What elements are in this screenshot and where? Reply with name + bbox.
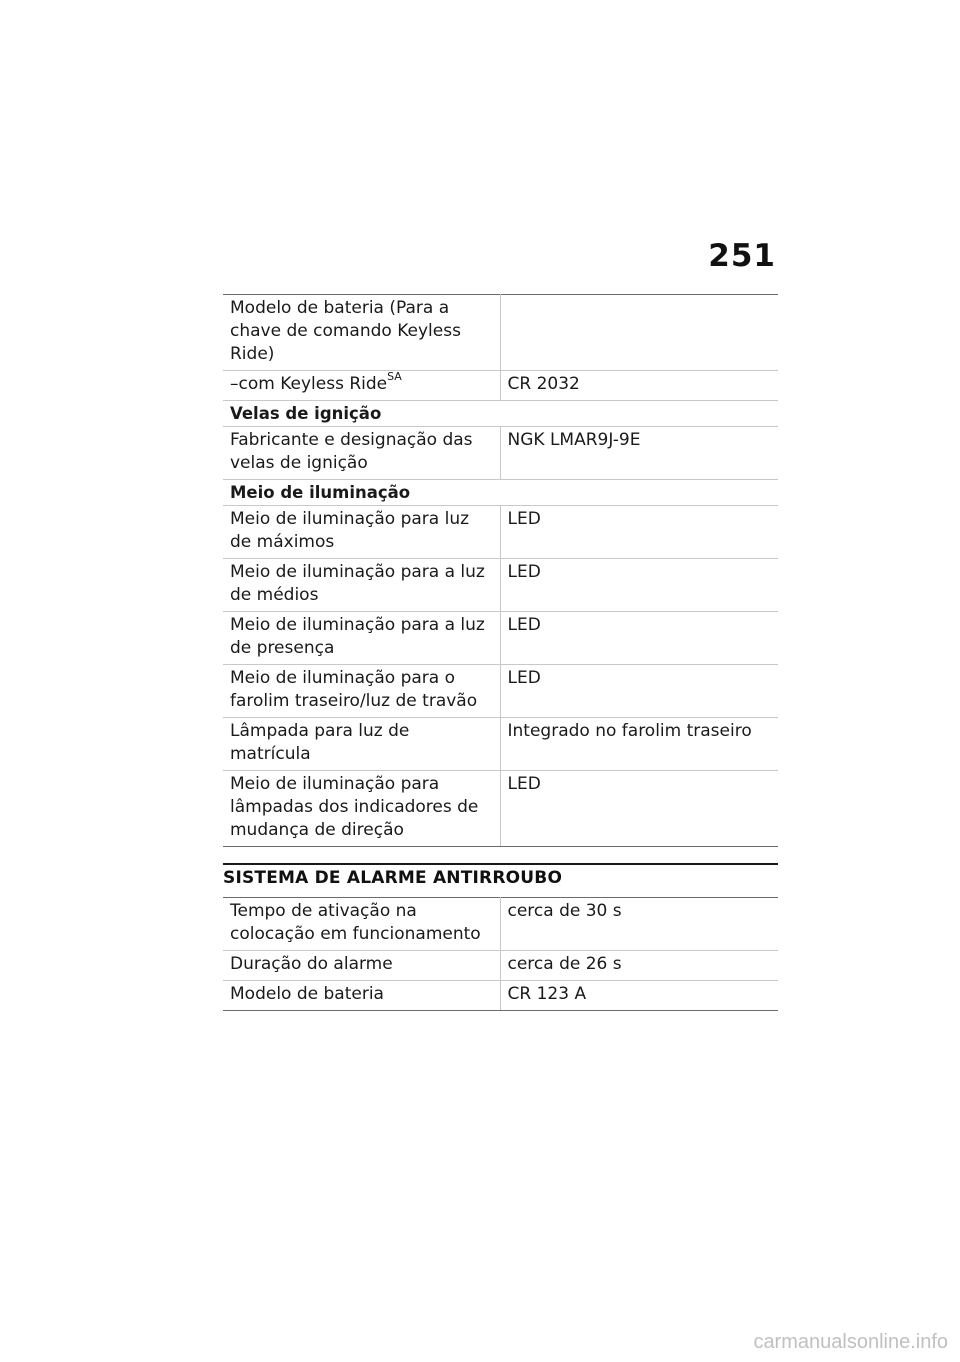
spec-label-cell [223, 771, 500, 847]
special-accessory-marker: SA [387, 370, 402, 384]
table-row [223, 427, 778, 480]
section-heading-alarm: SISTEMA DE ALARME ANTIRROUBO [223, 863, 778, 897]
spec-table-body [223, 295, 778, 847]
spec-value: LED [500, 771, 778, 847]
table-row [223, 295, 778, 371]
spec-label: Meio de iluminação para a luz de médios [230, 562, 485, 605]
table-section-row [223, 480, 778, 506]
spec-value: cerca de 30 s [500, 898, 778, 951]
spec-label-cell [223, 559, 500, 612]
section-label: Velas de ignição [223, 401, 778, 427]
spec-label: Duração do alarme [230, 954, 393, 974]
spec-label-cell [223, 506, 500, 559]
spec-label: Meio de iluminação para luz de máximos [230, 509, 470, 552]
spec-label: Fabricante e designação das velas de ignição [230, 430, 473, 473]
table-row [223, 559, 778, 612]
spec-value: CR 2032 [500, 371, 778, 401]
table-row [223, 506, 778, 559]
spec-label-cell [223, 951, 500, 981]
spec-label: Meio de iluminação para a luz de presença [230, 615, 485, 658]
spec-label: Modelo de bateria [230, 984, 384, 1004]
spec-label-cell [223, 371, 500, 401]
table-row [223, 665, 778, 718]
content [223, 294, 778, 1011]
page-number: 251 [708, 238, 776, 274]
spec-label-cell [223, 665, 500, 718]
table-row [223, 771, 778, 847]
spec-label: Lâmpada para luz de matrícula [230, 721, 410, 764]
spec-table-body [223, 898, 778, 1011]
spec-label-cell [223, 898, 500, 951]
spec-value: LED [500, 665, 778, 718]
spec-label: Tempo de ativação na colocação em funcionamento [230, 901, 481, 944]
spec-value [500, 295, 778, 371]
section-label: Meio de iluminação [223, 480, 778, 506]
spec-value: LED [500, 559, 778, 612]
spec-label: Modelo de bateria (Para a chave de comando Keyless Ride) [230, 298, 461, 364]
spec-value: Integrado no farolim traseiro [500, 718, 778, 771]
table-section-row [223, 401, 778, 427]
spec-value: cerca de 26 s [500, 951, 778, 981]
spec-table-vehicle [223, 294, 778, 847]
spec-label-cell [223, 981, 500, 1011]
table-row [223, 718, 778, 771]
spec-label: –com Keyless Ride [230, 374, 388, 394]
spec-label-cell [223, 295, 500, 371]
spec-value: NGK LMAR9J-9E [500, 427, 778, 480]
spec-table-alarm [223, 897, 778, 1011]
table-row [223, 951, 778, 981]
spec-label: Meio de iluminação para lâmpadas dos indicadores de mudança de direção [230, 774, 479, 840]
table-row [223, 898, 778, 951]
spec-label-cell [223, 427, 500, 480]
spec-label-cell [223, 612, 500, 665]
table-row [223, 612, 778, 665]
spec-label-cell [223, 718, 500, 771]
spec-value: LED [500, 506, 778, 559]
table-row [223, 371, 778, 401]
spec-value: LED [500, 612, 778, 665]
spec-label: Meio de iluminação para o farolim traseiro/luz de travão [230, 668, 478, 711]
spec-value: CR 123 A [500, 981, 778, 1011]
footer-watermark: carmanualsonline.info [753, 1331, 948, 1353]
table-row [223, 981, 778, 1011]
